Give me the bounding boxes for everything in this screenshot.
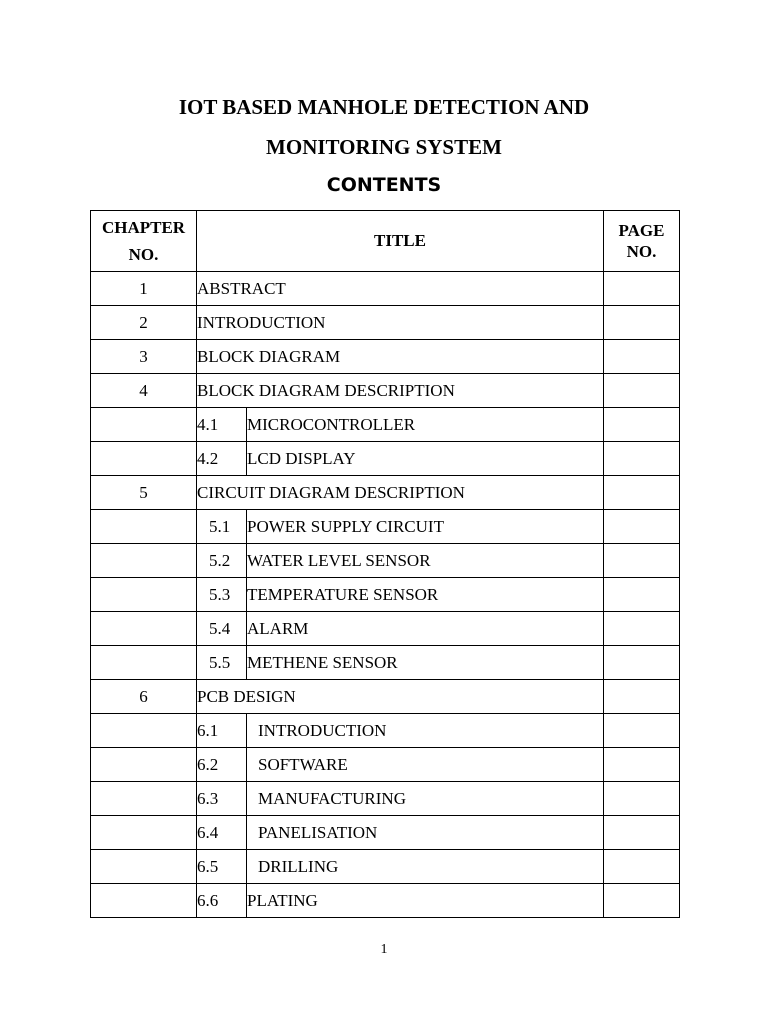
chapter-number xyxy=(91,510,197,544)
chapter-title: BLOCK DIAGRAM xyxy=(197,340,604,374)
chapter-number xyxy=(91,612,197,646)
section-number: 6.6 xyxy=(197,884,247,918)
chapter-number xyxy=(91,714,197,748)
section-title: SOFTWARE xyxy=(247,748,604,782)
chapter-number xyxy=(91,442,197,476)
section-number: 5.5 xyxy=(197,646,247,680)
section-row xyxy=(91,646,680,680)
page-number-cell xyxy=(604,544,680,578)
section-title: METHENE SENSOR xyxy=(247,646,604,680)
title-header: TITLE xyxy=(197,211,604,272)
section-title: POWER SUPPLY CIRCUIT xyxy=(247,510,604,544)
page-number-cell xyxy=(604,272,680,306)
section-title: MICROCONTROLLER xyxy=(247,408,604,442)
chapter-header-line-1: CHAPTER xyxy=(101,218,186,237)
section-number: 5.3 xyxy=(197,578,247,612)
contents-table xyxy=(90,210,680,918)
chapter-no-header xyxy=(91,211,197,272)
chapter-number: 6 xyxy=(91,680,197,714)
page-number-cell xyxy=(604,442,680,476)
page-number-cell xyxy=(604,782,680,816)
chapter-row xyxy=(91,306,680,340)
chapter-title: BLOCK DIAGRAM DESCRIPTION xyxy=(197,374,604,408)
section-row xyxy=(91,714,680,748)
section-title: PANELISATION xyxy=(247,816,604,850)
document-title-line-1: IOT BASED MANHOLE DETECTION AND xyxy=(178,95,590,119)
document-title-line-2: MONITORING SYSTEM xyxy=(266,135,502,159)
section-title: WATER LEVEL SENSOR xyxy=(247,544,604,578)
page-number-cell xyxy=(604,510,680,544)
chapter-number: 4 xyxy=(91,374,197,408)
chapter-row xyxy=(91,476,680,510)
page-number-cell xyxy=(604,306,680,340)
section-number: 5.2 xyxy=(197,544,247,578)
chapter-number xyxy=(91,408,197,442)
chapter-title: CIRCUIT DIAGRAM DESCRIPTION xyxy=(197,476,604,510)
section-row xyxy=(91,782,680,816)
chapter-row xyxy=(91,340,680,374)
chapter-number xyxy=(91,816,197,850)
section-row xyxy=(91,850,680,884)
chapter-number: 2 xyxy=(91,306,197,340)
section-number: 6.3 xyxy=(197,782,247,816)
chapter-number xyxy=(91,884,197,918)
section-row xyxy=(91,816,680,850)
chapter-title: INTRODUCTION xyxy=(197,306,604,340)
section-title: INTRODUCTION xyxy=(247,714,604,748)
section-title: MANUFACTURING xyxy=(247,782,604,816)
section-row xyxy=(91,408,680,442)
section-title: DRILLING xyxy=(247,850,604,884)
chapter-number: 1 xyxy=(91,272,197,306)
section-number: 4.1 xyxy=(197,408,247,442)
page-number-cell xyxy=(604,340,680,374)
section-title: ALARM xyxy=(247,612,604,646)
section-row xyxy=(91,442,680,476)
page-header-line-1: PAGE xyxy=(618,221,665,240)
chapter-row xyxy=(91,680,680,714)
section-number: 6.2 xyxy=(197,748,247,782)
chapter-number: 5 xyxy=(91,476,197,510)
chapter-number xyxy=(91,748,197,782)
chapter-number: 3 xyxy=(91,340,197,374)
page-number-cell xyxy=(604,476,680,510)
section-number: 4.2 xyxy=(197,442,247,476)
page-number-cell xyxy=(604,612,680,646)
section-title: PLATING xyxy=(247,884,604,918)
chapter-number xyxy=(91,646,197,680)
page-number-cell xyxy=(604,680,680,714)
chapter-row xyxy=(91,374,680,408)
page-number-cell xyxy=(604,374,680,408)
contents-heading: CONTENTS xyxy=(326,174,442,196)
section-number: 6.4 xyxy=(197,816,247,850)
page-number-cell xyxy=(604,578,680,612)
section-row xyxy=(91,510,680,544)
chapter-header-line-2: NO. xyxy=(128,245,159,264)
page-number-cell xyxy=(604,408,680,442)
section-title: LCD DISPLAY xyxy=(247,442,604,476)
page-number-cell xyxy=(604,646,680,680)
section-number: 5.4 xyxy=(197,612,247,646)
page-number-cell xyxy=(604,884,680,918)
page-header-line-2: NO. xyxy=(626,242,657,261)
section-row xyxy=(91,884,680,918)
chapter-number xyxy=(91,782,197,816)
page-number: 1 xyxy=(380,942,388,957)
section-row xyxy=(91,748,680,782)
chapter-title: PCB DESIGN xyxy=(197,680,604,714)
section-number: 6.5 xyxy=(197,850,247,884)
chapter-number xyxy=(91,850,197,884)
page-no-header xyxy=(604,211,680,272)
table-header-row xyxy=(91,211,680,272)
chapter-row xyxy=(91,272,680,306)
section-row xyxy=(91,612,680,646)
page-number-cell xyxy=(604,850,680,884)
section-title: TEMPERATURE SENSOR xyxy=(247,578,604,612)
chapter-number xyxy=(91,544,197,578)
section-number: 6.1 xyxy=(197,714,247,748)
page-number-cell xyxy=(604,816,680,850)
chapter-title: ABSTRACT xyxy=(197,272,604,306)
section-row xyxy=(91,578,680,612)
page-number-cell xyxy=(604,748,680,782)
chapter-number xyxy=(91,578,197,612)
page-number-cell xyxy=(604,714,680,748)
section-number: 5.1 xyxy=(197,510,247,544)
section-row xyxy=(91,544,680,578)
